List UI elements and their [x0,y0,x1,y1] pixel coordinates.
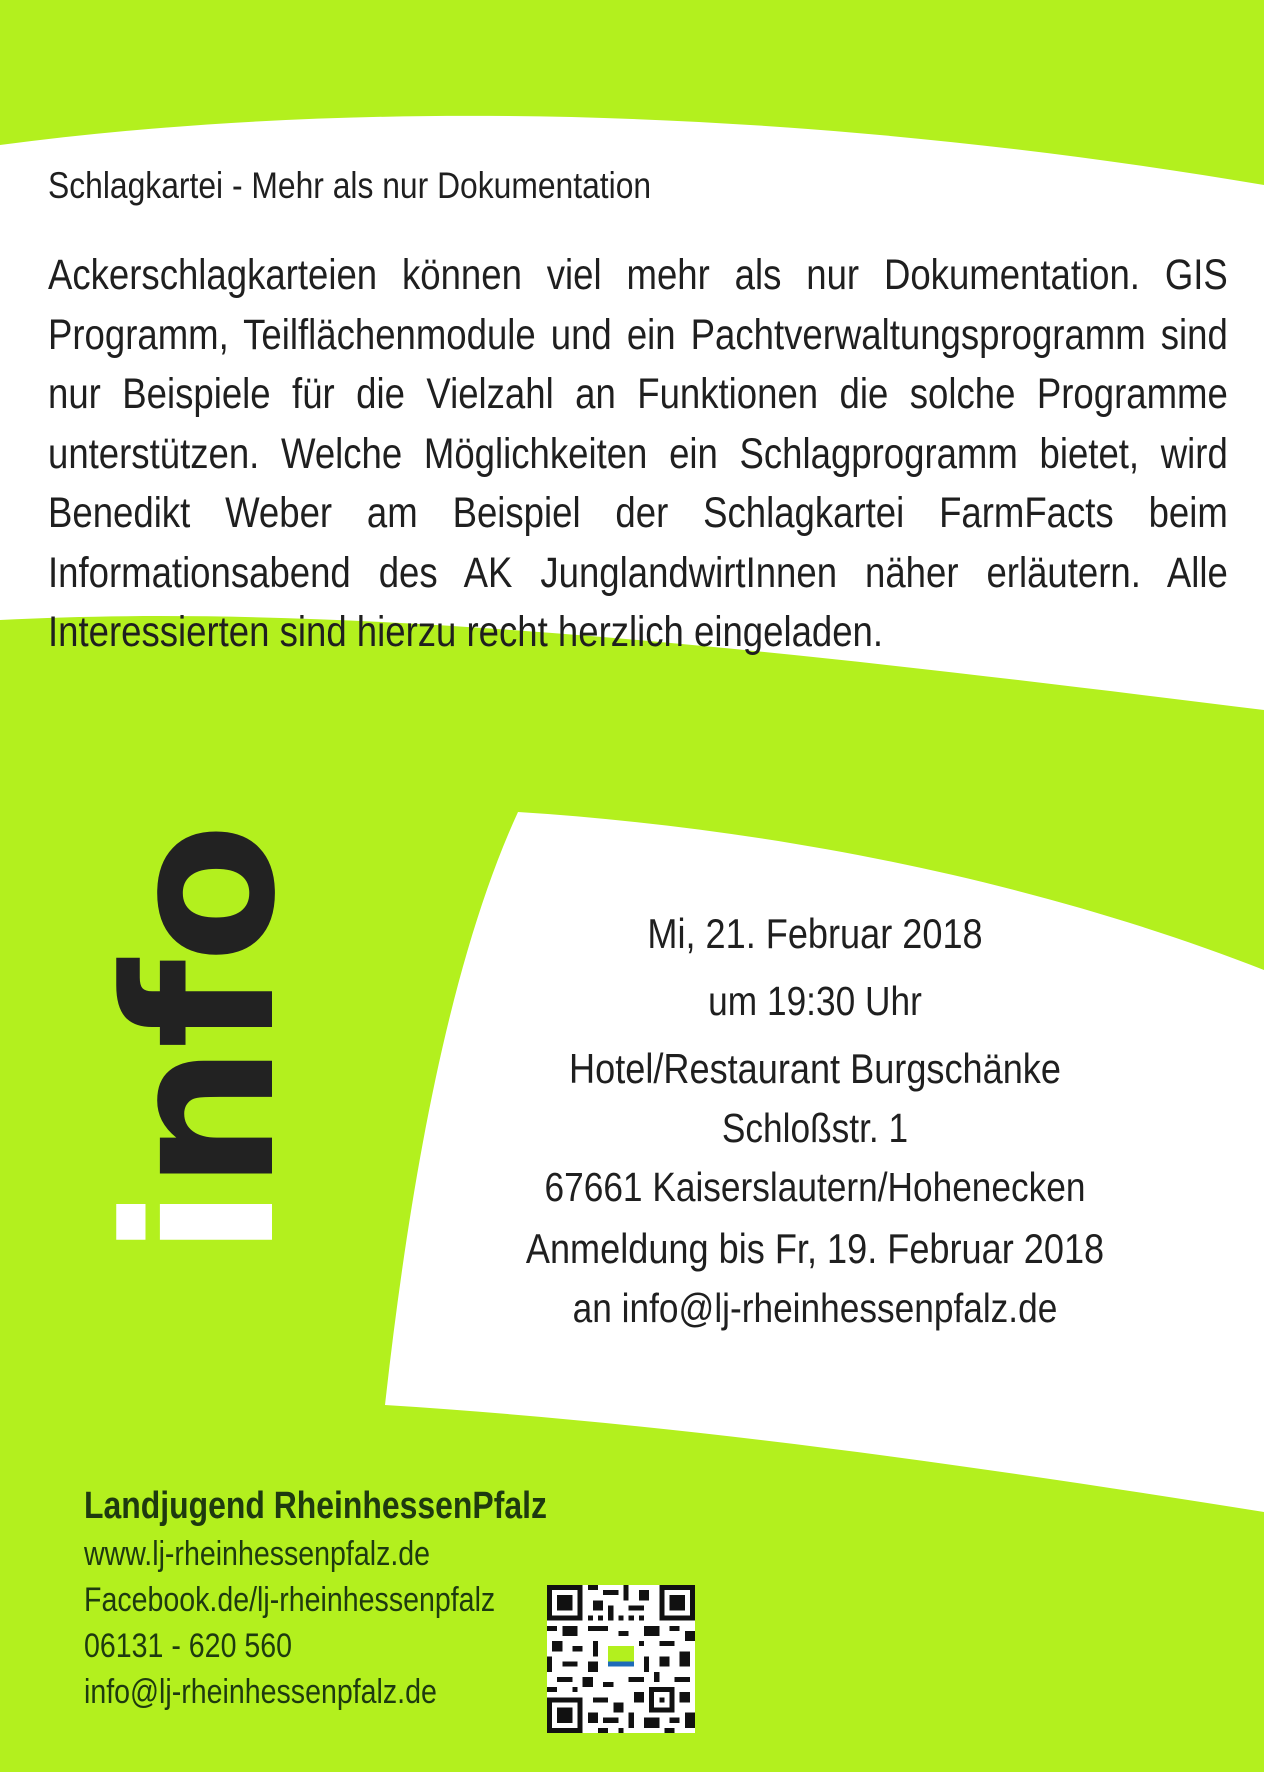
event-time: um 19:30 Uhr [708,978,922,1024]
contact-facebook[interactable]: Facebook.de/lj-rheinhessenpfalz [84,1581,496,1619]
article-title: Schlagkartei - Mehr als nur Dokumentation [48,165,652,206]
event-registration: Anmeldung bis Fr, 19. Februar 2018 [525,1225,1105,1272]
event-date: Mi, 21. Februar 2018 [647,910,983,957]
contact-phone: 06131 - 620 560 [84,1627,293,1665]
event-registration-email[interactable]: an info@lj-rheinhessenpfalz.de [572,1285,1058,1331]
info-logo [83,826,321,1257]
event-city: 67661 Kaiserslautern/Hohenecken [544,1164,1086,1210]
info-logo-i: i [83,1190,321,1257]
event-venue: Hotel/Restaurant Burgschänke [569,1045,1061,1092]
event-street: Schloßstr. 1 [721,1105,909,1151]
contact-org: Landjugend RheinhessenPfalz [84,1485,547,1527]
info-logo-rest: nfo [83,826,321,1191]
contact-website[interactable]: www.lj-rheinhessenpfalz.de [84,1535,431,1573]
article-body: Ackerschlagkarteien können viel mehr als nur Dokumentation. GIS Programm, Teilflächenmodule und ein Pachtverwaltungsprogramm sind nur Beispiele für die Vielzahl an Funktionen die solche Programme unterstützen. Welche Möglichkeiten ein Schlagprogramm bietet, wird Benedikt Weber am Beispiel der Schlagkartei FarmFacts beim Informationsabend des AK JunglandwirtInnen näher erläutern. Alle Interessierten sind hierzu recht herzlich eingeladen. [48,251,1228,656]
qr-code-icon[interactable] [547,1585,695,1733]
contact-email[interactable]: info@lj-rheinhessenpfalz.de [84,1673,437,1711]
event-details [470,910,1160,1332]
